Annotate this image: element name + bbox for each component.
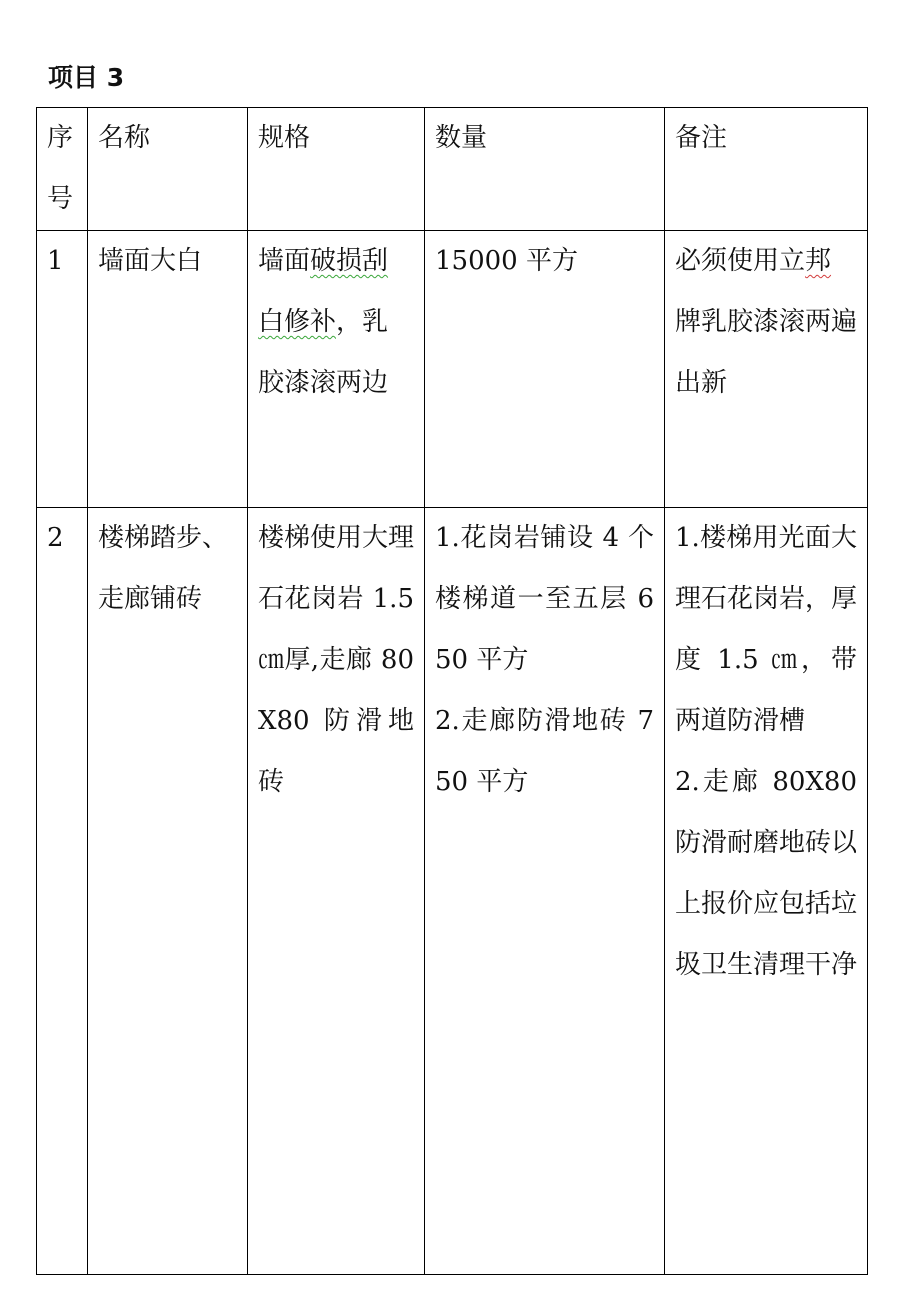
spec-text-b: 破损刮白修补 xyxy=(258,246,389,337)
cell-name: 楼梯踏步、走廊铺砖 xyxy=(88,508,248,1275)
remark-text-c: 牌乳胶漆滚两遍出新 xyxy=(675,307,858,398)
cell-spec: 楼梯使用大理石花岗岩 1.5 ㎝厚,走廊 80X80 防滑地砖 xyxy=(248,508,425,1275)
remark-text-a: 必须使用立 xyxy=(675,246,806,276)
cell-spec xyxy=(248,231,425,508)
qty-line-2: 2.走廊防滑地砖 750 平方 xyxy=(435,706,654,797)
header-remark: 备注 xyxy=(665,108,868,231)
cell-remark xyxy=(665,231,868,508)
remark-line-2: 2.走廊 80X80 防滑耐磨地砖以上报价应包括垃圾卫生清理干净 xyxy=(675,767,858,980)
spec-text-a: 墙面 xyxy=(258,246,311,276)
header-spec: 规格 xyxy=(248,108,425,231)
qty-line-1: 1.花岗岩铺设 4 个楼梯道一至五层 650 平方 xyxy=(435,523,654,675)
cell-remark xyxy=(665,508,868,1275)
cell-seq: 2 xyxy=(37,508,88,1275)
header-seq: 序号 xyxy=(37,108,88,231)
cell-qty xyxy=(425,508,665,1275)
table-row xyxy=(37,508,868,1275)
table-header-row xyxy=(37,108,868,231)
header-name: 名称 xyxy=(88,108,248,231)
remark-line-1: 1.楼梯用光面大理石花岗岩，厚度 1.5 ㎝，带两道防滑槽 xyxy=(675,523,858,736)
table-row xyxy=(37,231,868,508)
cell-qty: 15000 平方 xyxy=(425,231,665,508)
header-qty: 数量 xyxy=(425,108,665,231)
remark-text-b: 邦 xyxy=(805,246,832,276)
cell-seq: 1 xyxy=(37,231,88,508)
spec-text-c: ，乳胶漆滚两边 xyxy=(258,307,389,398)
spec-table xyxy=(36,107,868,1275)
cell-name: 墙面大白 xyxy=(88,231,248,508)
page-title: 项目 3 xyxy=(48,63,125,92)
